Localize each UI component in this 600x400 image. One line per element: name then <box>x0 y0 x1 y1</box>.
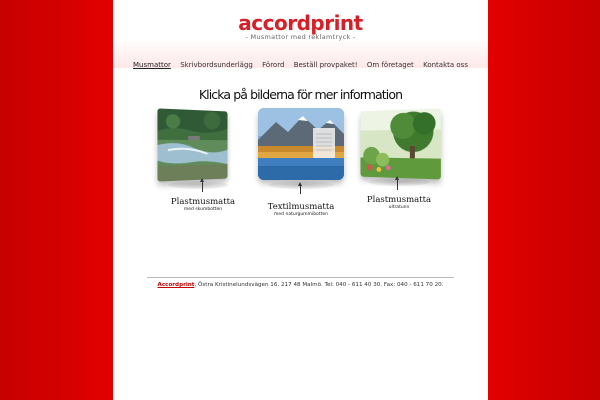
nav-item-kontakta-oss[interactable]: Kontakta oss <box>423 61 468 69</box>
product-image-plastmusmatta-skumbotten[interactable] <box>157 108 227 181</box>
nav-item-forord[interactable]: Förord <box>262 61 285 69</box>
product-subtitle: ultratunn <box>388 205 410 210</box>
arrow-up-icon <box>202 180 203 192</box>
main-nav <box>133 59 468 71</box>
product-title: Textilmusmatta <box>267 202 335 212</box>
product-image-textilmusmatta[interactable] <box>258 108 344 180</box>
product-subtitle: med skumbotten <box>183 207 223 212</box>
header <box>113 0 488 68</box>
nav-item-skrivbordsunderlagg[interactable]: Skrivbordsunderlägg <box>180 61 253 69</box>
footer-brand-link[interactable]: Accordprint <box>157 282 195 288</box>
logo[interactable]: accordprint <box>238 11 363 35</box>
footer <box>113 282 488 288</box>
nav-item-om-foretaget[interactable]: Om företaget <box>366 61 414 69</box>
garden-tree-image <box>361 108 441 179</box>
product-image-plastmusmatta-ultratunn[interactable] <box>361 108 441 179</box>
page-content <box>113 0 488 400</box>
tagline: - Musmattor med reklamtryck - <box>245 33 356 41</box>
mountain-lake-image <box>258 108 344 180</box>
river-landscape-image <box>157 108 227 181</box>
product-subtitle: med naturgummibotten <box>274 212 328 217</box>
product-title: Plastmusmatta <box>366 195 432 205</box>
nav-item-musmattor[interactable]: Musmattor <box>133 61 171 69</box>
arrow-up-icon <box>300 184 301 194</box>
footer-address: , Östra Kristinelundsvägen 16, 217 48 Malmö. Tel: 040 - 611 40 30. Fax: 040 - 611 70 20. <box>194 282 444 288</box>
product-shadow <box>168 181 228 189</box>
product-title: Plastmusmatta <box>170 197 236 207</box>
page-heading: Klicka på bilderna för mer information <box>198 87 403 102</box>
product-shadow <box>368 178 430 186</box>
footer-divider <box>147 277 454 278</box>
arrow-up-icon <box>397 178 398 190</box>
nav-item-bestall-provpaket[interactable]: Beställ provpaket! <box>293 61 358 69</box>
